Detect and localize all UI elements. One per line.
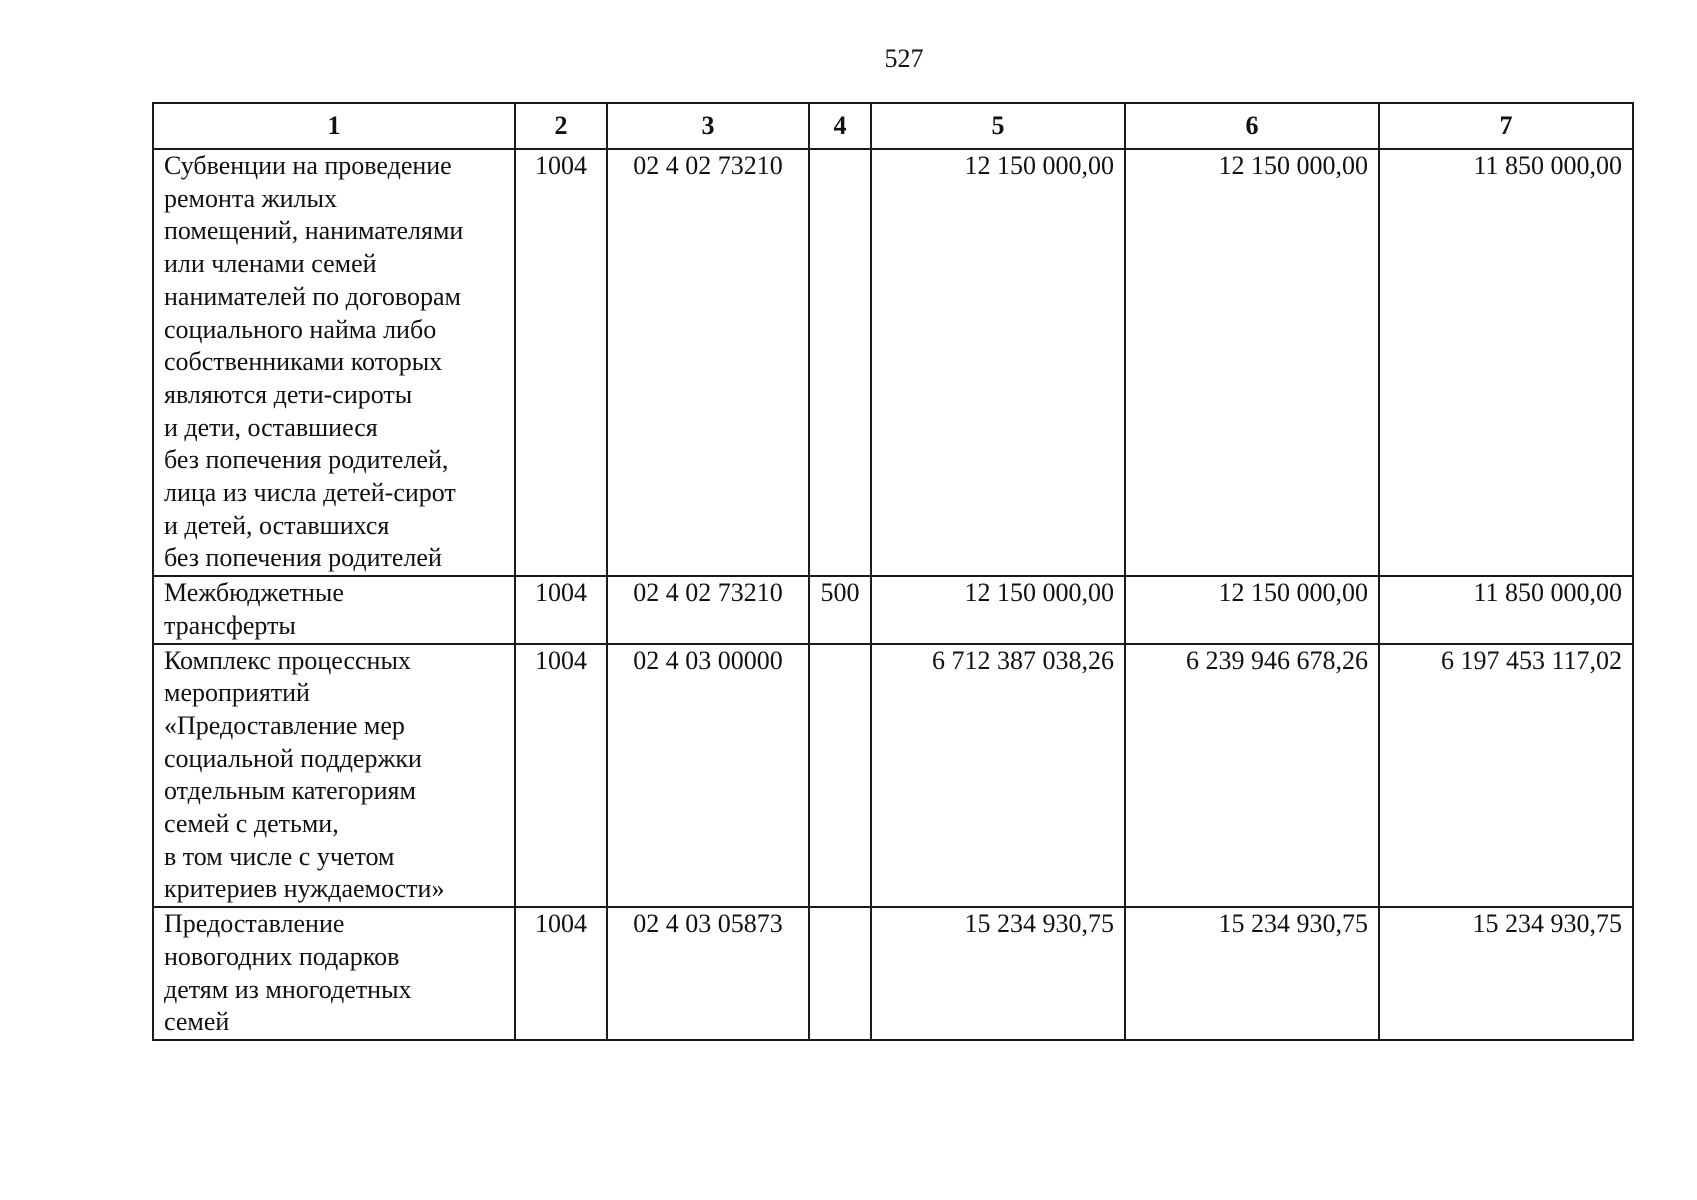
row-target-code: 02 4 03 00000 [607,644,809,908]
row-value-6: 15 234 930,75 [1125,907,1379,1040]
row-value-7: 6 197 453 117,02 [1379,644,1633,908]
column-header-3: 3 [607,103,809,149]
row-value-7: 11 850 000,00 [1379,576,1633,643]
page-number: 527 [884,44,924,73]
table-row [153,149,1633,576]
row-section-code: 1004 [515,907,607,1040]
table-row [153,576,1633,643]
row-section-code: 1004 [515,576,607,643]
table-row [153,907,1633,1040]
row-name: Комплекс процессных мероприятий «Предоставление мер социальной поддержки отдельным категориям семей с детьми, в том числе с учетом критериев нуждаемости» [153,644,515,908]
column-header-2: 2 [515,103,607,149]
row-name: Предоставление новогодних подарков детям из многодетных семей [153,907,515,1040]
row-value-6: 6 239 946 678,26 [1125,644,1379,908]
row-name: Субвенции на проведение ремонта жилых помещений, нанимателями или членами семей нанимателей по договорам социального найма либо собственниками которых являются дети-сироты и дети, оставшиеся без попечения родителей, лица из числа детей-сирот и детей, оставшихся без попечения родителей [153,149,515,576]
row-value-7: 11 850 000,00 [1379,149,1633,576]
row-value-7: 15 234 930,75 [1379,907,1633,1040]
row-value-6: 12 150 000,00 [1125,149,1379,576]
row-type-code: 500 [809,576,871,643]
row-value-5: 15 234 930,75 [871,907,1125,1040]
row-target-code: 02 4 02 73210 [607,576,809,643]
column-header-4: 4 [809,103,871,149]
row-value-5: 12 150 000,00 [871,576,1125,643]
row-target-code: 02 4 03 05873 [607,907,809,1040]
row-type-code [809,644,871,908]
row-value-6: 12 150 000,00 [1125,576,1379,643]
row-type-code [809,149,871,576]
row-value-5: 12 150 000,00 [871,149,1125,576]
row-section-code: 1004 [515,149,607,576]
row-section-code: 1004 [515,644,607,908]
budget-table [152,102,1634,1041]
column-header-7: 7 [1379,103,1633,149]
column-header-5: 5 [871,103,1125,149]
row-type-code [809,907,871,1040]
table-header-row [153,103,1633,149]
table-row [153,644,1633,908]
column-header-1: 1 [153,103,515,149]
column-header-6: 6 [1125,103,1379,149]
row-target-code: 02 4 02 73210 [607,149,809,576]
row-value-5: 6 712 387 038,26 [871,644,1125,908]
row-name: Межбюджетные трансферты [153,576,515,643]
